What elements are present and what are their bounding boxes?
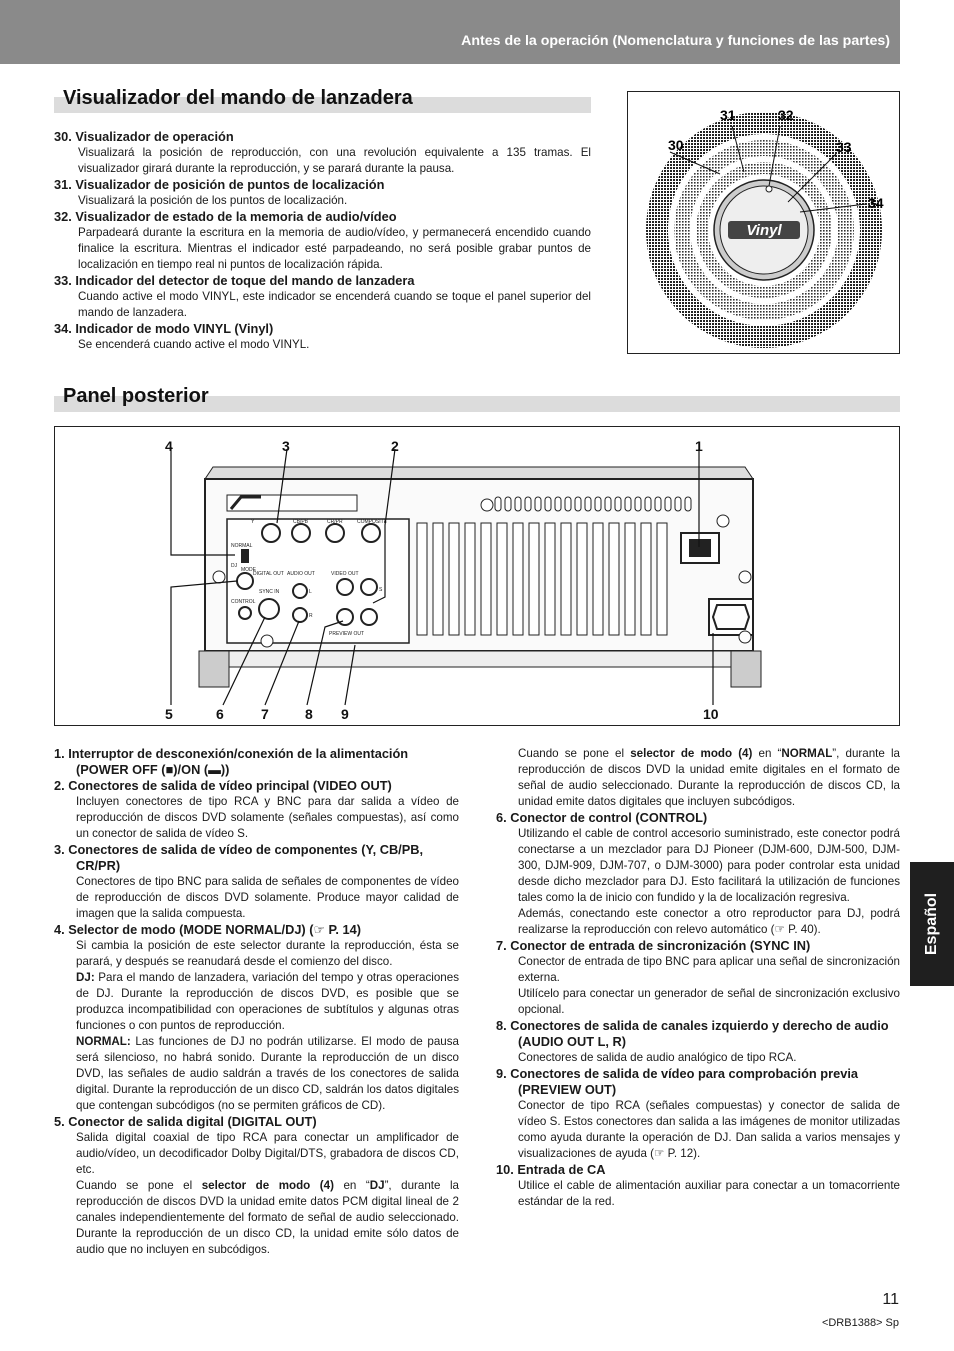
list-item (54, 129, 591, 177)
list-item (54, 273, 591, 321)
item-text: Conector de tipo RCA (señales compuestas) y conector de salida de vídeo S. Estos conectores dan salida a las imágenes de monitor utilizadas como ayuda durante la operación de DJ. Dan salida a varios mensajes y visualizaciones de ayuda (☞ P. 12). (518, 1099, 900, 1160)
normal-text: Las funciones de DJ no podrán utilizarse. El modo de pausa será silencioso, no habrá sonido. Durante la reproducción de un disco DVD, las señales de audio saldrán a través de los conectores de salida digital. Durante la reproducción de un disco CD, saldrán los datos digitales que contengan subcódigos (no se permiten gráficos de CD). (76, 1035, 459, 1112)
rear-panel-illustration (55, 427, 901, 727)
item-text: Cuando active el modo VINYL, este indicador se encenderá cuando se toque el panel superior del mando de lanzadera. (78, 290, 591, 319)
item-text: Parpadeará durante la escritura en la memoria de audio/vídeo, y permanecerá encendido cuando finalice la escritura. Mientras el indicador esté parpadeando, no será posible grabar puntos de localización en tiempo real ni puntos de localización rápida. (78, 226, 591, 271)
item-heading: 2. Conectores de salida de vídeo principal (VIDEO OUT) (54, 778, 392, 793)
vinyl-logo: Vinyl (746, 222, 782, 239)
dj-mode-paragraph (54, 970, 459, 1034)
normal-label: NORMAL: (76, 1035, 131, 1048)
list-item (496, 1066, 900, 1162)
label-dj: DJ (231, 563, 238, 569)
callout-34: 34 (868, 195, 884, 211)
callout-5: 5 (165, 706, 173, 722)
item-heading: 4. Selector de modo (MODE NORMAL/DJ) (☞ P. 14) (54, 922, 362, 937)
header-title: Antes de la operación (Nomenclatura y funciones de las partes) (461, 33, 890, 49)
callout-8: 8 (305, 706, 313, 722)
callout-30: 30 (668, 137, 684, 153)
list-item (54, 1114, 459, 1258)
callout-33: 33 (836, 139, 852, 155)
item-heading: 8. Conectores de salida de canales izquierdo y derecho de audio (AUDIO OUT L, R) (496, 1018, 889, 1049)
item-heading: 10. Entrada de CA (496, 1162, 606, 1177)
label-r: R (309, 613, 313, 619)
page-number: 11 (882, 1291, 899, 1308)
item-heading: 6. Conector de control (CONTROL) (496, 810, 708, 825)
label-s: S (379, 587, 383, 593)
callout-9: 9 (341, 706, 349, 722)
item-heading: 32. Visualizador de estado de la memoria de audio/vídeo (54, 209, 397, 224)
jog-dial-illustration (628, 92, 901, 355)
section-title-jog: Visualizador del mando de lanzadera (63, 87, 413, 109)
item-heading: 1. Interruptor de desconexión/conexión de la alimentación (POWER OFF (■)/ON (▬)) (54, 746, 409, 777)
list-item (54, 778, 459, 842)
rear-item-list-right (496, 746, 900, 1210)
text-run-bold: NORMAL (781, 747, 833, 760)
language-tab-label: Español (923, 892, 940, 956)
item-heading: 5. Conector de salida digital (DIGITAL OUT) (54, 1114, 317, 1129)
section-title-rear: Panel posterior (63, 385, 209, 407)
item-text: Si cambia la posición de este selector durante la reproducción, ésta se parará, y después se reanudará desde el comienzo del disco. (76, 939, 459, 968)
header-banner (0, 0, 900, 64)
item-text: Visualizará la posición de reproducción, con una revolución equivalente a 135 tramas. El visualizador girará durante la reproducción, y se parará durante la pausa. (78, 146, 591, 175)
item-text: Conectores de salida de audio analógico de tipo RCA. (518, 1051, 797, 1064)
callout-4: 4 (165, 438, 173, 454)
label-control: CONTROL (231, 599, 256, 605)
callout-2: 2 (391, 438, 399, 454)
item-text: Se encenderá cuando active el modo VINYL. (78, 338, 310, 351)
item-text: Además, conectando este conector a otro reproductor para DJ, podrá realizarse la reproducción con relevo automático (☞ P. 40). (518, 907, 900, 936)
list-item (54, 746, 459, 778)
text-run: ”, durante la reproducción de discos DVD la unidad emite datos PCM digital lineal de 2 canales independientemente del formato de señal de audio seleccionado. Durante la reproducción de un disco CD, la unidad emite sólo datos de audio que no incluyen en subcódigos. (76, 1179, 460, 1256)
jog-dial-figure (627, 91, 900, 354)
item-text: Salida digital coaxial de tipo RCA para conectar un amplificador de audio/vídeo, un decodificador Dolby Digital/DTS, grabadora de discos CD, etc. (76, 1131, 459, 1176)
item-text: Visualizará la posición de los puntos de localización. (78, 194, 348, 207)
item-heading: 33. Indicador del detector de toque del mando de lanzadera (54, 273, 415, 288)
document-code: <DRB1388> Sp (821, 1317, 899, 1329)
jog-item-list (54, 129, 591, 353)
label-mode: MODE (241, 567, 256, 573)
callout-32: 32 (778, 107, 794, 123)
item-text: Utilícelo para conectar un generador de señal de sincronización exclusivo opcional. (518, 987, 900, 1016)
item-text: Conectores de tipo BNC para salida de señales de componentes de vídeo de reproducción de discos DVD solamente. Produce mayor calidad de imagen que la salida compuesta. (76, 875, 459, 920)
item-text: Conector de entrada de tipo BNC para aplicar una señal de sincronización externa. (518, 955, 900, 984)
callout-10: 10 (703, 706, 719, 722)
label-sync-in: SYNC IN (259, 589, 280, 595)
text-run: en “ (752, 747, 782, 760)
item-heading: 30. Visualizador de operación (54, 129, 234, 144)
text-run: Cuando se pone el (76, 1179, 202, 1192)
item-5-continuation (496, 746, 900, 810)
rear-panel-figure (54, 426, 900, 726)
text-run: ”, durante la reproducción de discos DVD la unidad emite digitales en el formato de señal de audio seleccionado. Durante la reproducción de discos CD, la unidad emite datos digitales que incluyen subcódigos. (518, 747, 900, 808)
callout-3: 3 (282, 438, 290, 454)
text-run-bold: selector de modo (4) (630, 747, 753, 760)
label-l: L (309, 589, 312, 595)
list-item (496, 938, 900, 1018)
language-tab (910, 862, 954, 986)
label-preview-out: PREVIEW OUT (329, 631, 365, 637)
text-run: Cuando se pone el (518, 747, 631, 760)
callout-31: 31 (720, 107, 736, 123)
list-item (54, 842, 459, 922)
list-item (496, 810, 900, 938)
rear-item-list-left (54, 746, 459, 1258)
list-item (54, 321, 591, 353)
text-run: en “ (333, 1179, 370, 1192)
callout-7: 7 (261, 706, 269, 722)
item-text: Incluyen conectores de tipo RCA y BNC para dar salida a vídeo de reproducción de discos DVD solamente (señales compuestas), así como un conector de salida de vídeo S. (76, 795, 459, 840)
normal-mode-paragraph (54, 1034, 459, 1114)
label-audio-out: AUDIO OUT (287, 571, 315, 577)
list-item (54, 209, 591, 273)
item-text (54, 1178, 459, 1258)
list-item (54, 922, 459, 1114)
item-heading: 3. Conectores de salida de vídeo de componentes (Y, CB/PB, CR/PR) (54, 842, 424, 873)
text-run-bold: DJ (369, 1179, 385, 1192)
callout-6: 6 (216, 706, 224, 722)
list-item (496, 1018, 900, 1066)
label-cb-pb: CB/PB (293, 519, 309, 525)
item-text: Utilizando el cable de control accesorio suministrado, este conector podrá conectarse a un mezclador para DJ Pioneer (DJM-600, DJM-500, DJM-300, DJM-909, DJM-707, o DJM-3000) para poder controlar esta unidad desde dicho mezclador para DJ. Esto facilitará la utilización de funciones tales como la de inicio con fundido y la de localización regresiva. (518, 827, 900, 904)
label-cr-pr: CR/PR (327, 519, 343, 525)
item-heading: 7. Conector de entrada de sincronización (SYNC IN) (496, 938, 811, 953)
callout-1: 1 (695, 438, 703, 454)
dj-label: DJ: (76, 971, 95, 984)
dj-text: Para el mando de lanzadera, variación del tempo y otras operaciones de DJ. Durante la reproducción de discos DVD, es posible que se produzca incompatibilidad con operaciones de subtítulos y algunas otras funciones o con puntos de reproducción. (76, 971, 459, 1032)
item-heading: 9. Conectores de salida de vídeo para comprobación previa (PREVIEW OUT) (496, 1066, 858, 1097)
list-item (54, 177, 591, 209)
label-composite: COMPOSITE (357, 519, 388, 525)
item-heading: 34. Indicador de modo VINYL (Vinyl) (54, 321, 274, 336)
label-y: Y (251, 519, 255, 525)
label-video-out: VIDEO OUT (331, 571, 359, 577)
label-normal: NORMAL (231, 543, 253, 549)
list-item (496, 1162, 900, 1210)
item-heading: 31. Visualizador de posición de puntos de localización (54, 177, 385, 192)
item-text: Utilice el cable de alimentación auxiliar para conectar a un tomacorriente estándar de la red. (518, 1179, 900, 1208)
label-digital-out: DIGITAL OUT (253, 571, 284, 577)
text-run-bold: selector de modo (4) (201, 1179, 334, 1192)
